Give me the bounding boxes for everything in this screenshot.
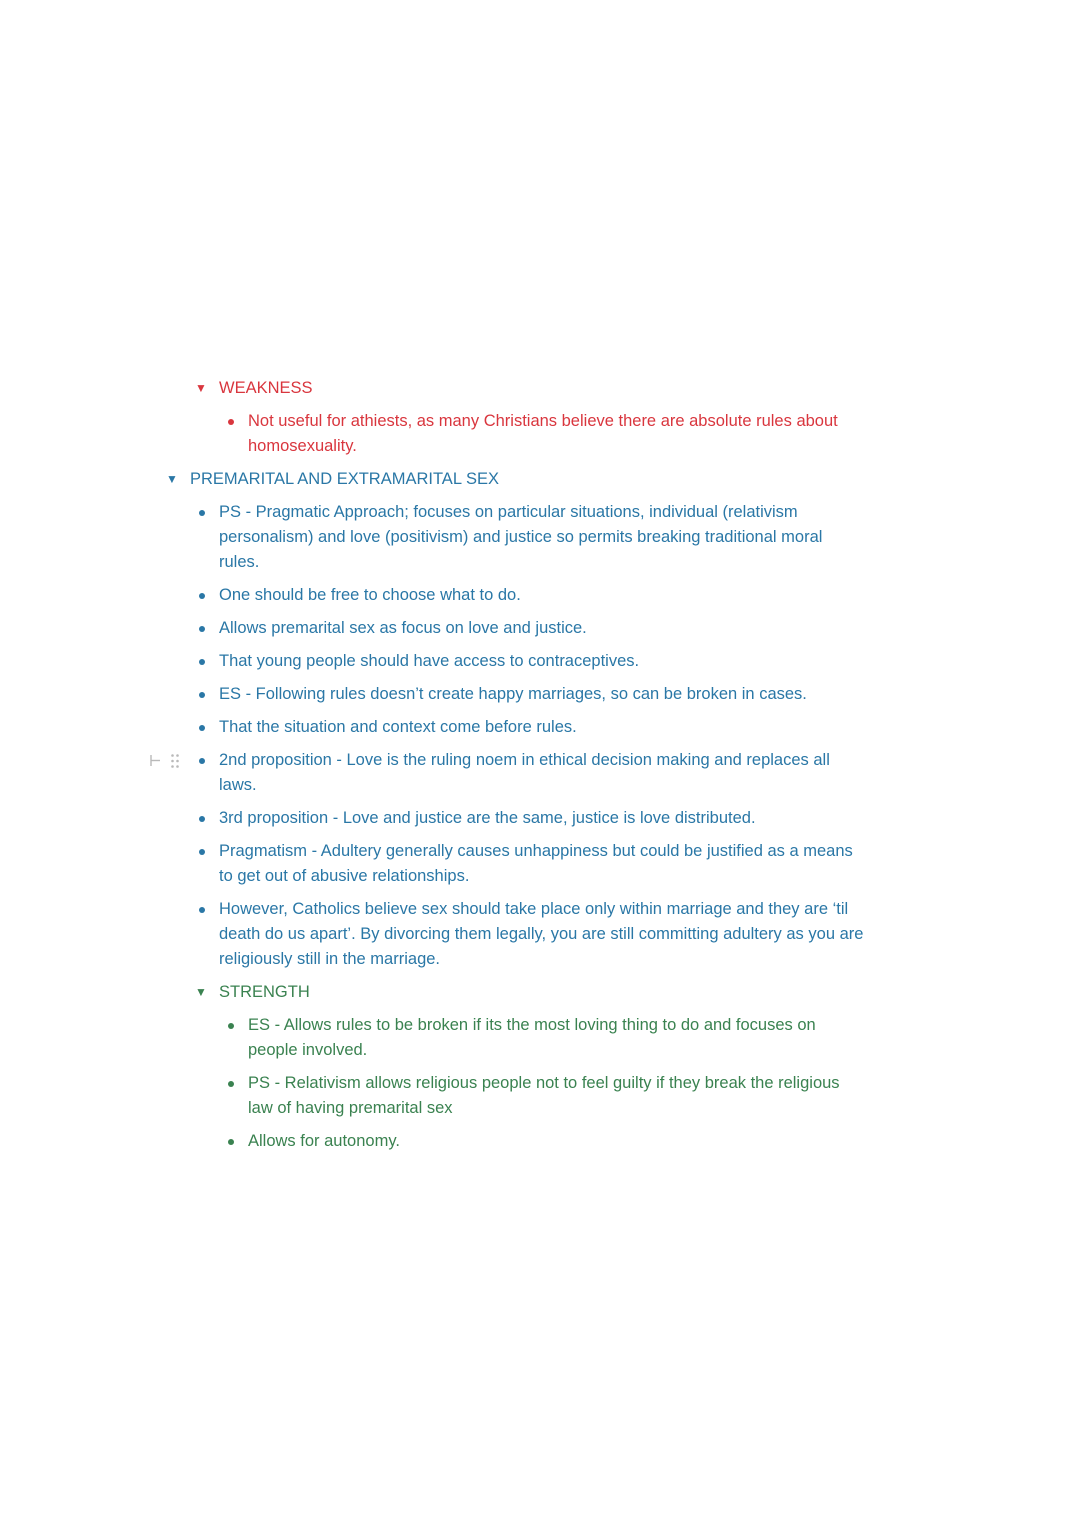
list-item[interactable] xyxy=(0,715,1080,740)
bullet-icon xyxy=(199,593,205,599)
block-handles xyxy=(149,748,185,773)
toggle-strength[interactable] xyxy=(0,980,1080,1005)
list-item-text: One should be free to choose what to do. xyxy=(219,586,521,604)
triangle-down-icon[interactable]: ▼ xyxy=(195,985,207,999)
list-item-hovered[interactable] xyxy=(0,748,1080,798)
weakness-list xyxy=(0,409,1080,459)
list-item[interactable] xyxy=(0,500,1080,575)
bullet-icon xyxy=(228,1139,234,1145)
bullet-icon xyxy=(199,659,205,665)
triangle-down-icon[interactable]: ▼ xyxy=(166,472,178,486)
toggle-weakness[interactable] xyxy=(0,376,1080,401)
bullet-icon xyxy=(228,1023,234,1029)
list-item-text: Pragmatism - Adultery generally causes unhappiness but could be justified as a means to get out of abusive relationships. xyxy=(219,842,853,885)
list-item-text: Allows premarital sex as focus on love and justice. xyxy=(219,619,587,637)
drag-handle-icon[interactable] xyxy=(170,753,180,769)
list-item[interactable] xyxy=(0,682,1080,707)
bullet-icon xyxy=(199,816,205,822)
list-item-text: Allows for autonomy. xyxy=(248,1132,400,1150)
list-item[interactable] xyxy=(0,1013,1080,1063)
list-item[interactable] xyxy=(0,583,1080,608)
bullet-icon xyxy=(199,725,205,731)
toggle-premarital-label: PREMARITAL AND EXTRAMARITAL SEX xyxy=(190,470,499,488)
list-item-text: PS - Relativism allows religious people not to feel guilty if they break the religious law of having premarital sex xyxy=(248,1074,840,1117)
bullet-icon xyxy=(199,626,205,632)
list-item[interactable] xyxy=(0,1129,1080,1154)
toggle-weakness-label: WEAKNESS xyxy=(219,379,313,397)
list-item-text: PS - Pragmatic Approach; focuses on particular situations, individual (relativism personalism) and love (positivism) and justice so permits breaking traditional moral rules. xyxy=(219,503,823,571)
list-item[interactable] xyxy=(0,806,1080,831)
bullet-icon xyxy=(199,907,205,913)
list-item[interactable] xyxy=(0,409,1080,459)
notes-outline xyxy=(0,376,1080,1162)
list-item[interactable] xyxy=(0,1071,1080,1121)
list-item[interactable] xyxy=(0,839,1080,889)
list-item-text: That young people should have access to contraceptives. xyxy=(219,652,640,670)
list-item-text: Not useful for athiests, as many Christians believe there are absolute rules about homosexuality. xyxy=(248,412,838,455)
bullet-icon xyxy=(199,510,205,516)
list-item-text: ES - Following rules doesn’t create happy marriages, so can be broken in cases. xyxy=(219,685,807,703)
list-item-text: However, Catholics believe sex should take place only within marriage and they are ‘til death do us apart’. By divorcing them legally, you are still committing adultery as you are religiously still in the marriage. xyxy=(219,900,864,968)
bullet-icon xyxy=(199,849,205,855)
list-item-text: ES - Allows rules to be broken if its the most loving thing to do and focuses on people involved. xyxy=(248,1016,816,1059)
list-item-text: 3rd proposition - Love and justice are the same, justice is love distributed. xyxy=(219,809,756,827)
bullet-icon xyxy=(228,419,234,425)
list-item[interactable] xyxy=(0,616,1080,641)
strength-list xyxy=(0,1013,1080,1154)
list-item-text: That the situation and context come before rules. xyxy=(219,718,577,736)
list-item-text: 2nd proposition - Love is the ruling noem in ethical decision making and replaces all laws. xyxy=(219,751,830,794)
toggle-premarital[interactable] xyxy=(0,467,1080,492)
premarital-list xyxy=(0,500,1080,972)
list-item[interactable] xyxy=(0,649,1080,674)
bullet-icon xyxy=(199,692,205,698)
plus-icon[interactable] xyxy=(149,754,161,767)
list-item[interactable] xyxy=(0,897,1080,972)
bullet-icon xyxy=(199,758,205,764)
triangle-down-icon[interactable]: ▼ xyxy=(195,381,207,395)
bullet-icon xyxy=(228,1081,234,1087)
toggle-strength-label: STRENGTH xyxy=(219,983,310,1001)
